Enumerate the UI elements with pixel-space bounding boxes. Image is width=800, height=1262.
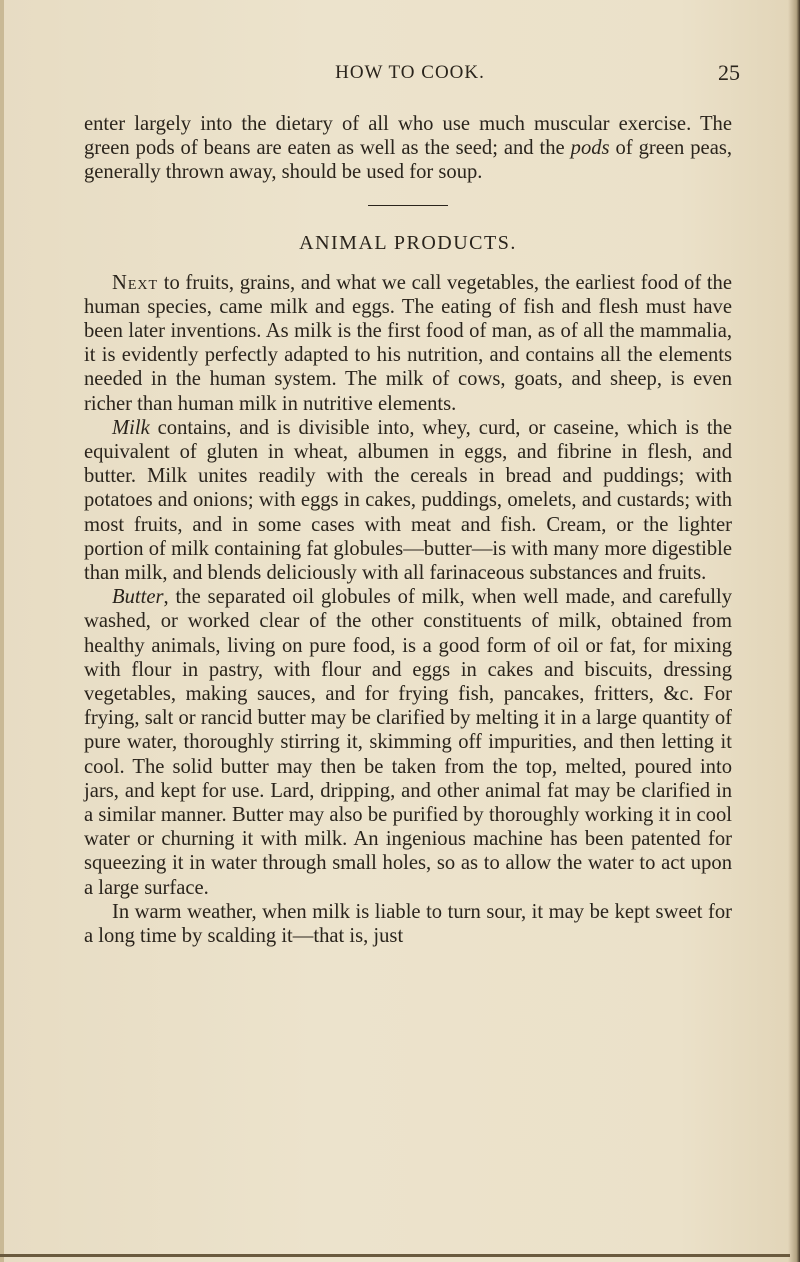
page-bottom-edge [0, 1254, 790, 1257]
section-divider [368, 205, 448, 206]
paragraph-body: In warm weather, when milk is liable to turn sour, it may be kept sweet for a long time by scalding it—that is, just [84, 900, 732, 948]
paragraph-warm-weather [84, 900, 732, 948]
paragraph-body: contains, and is divisible into, whey, curd, or caseine, which is the equivalent of gluten in wheat, albumen in eggs, and fibrine in flesh, and butter. Milk unites readily with the cereals in bread and puddings; with potatoes and onions; with eggs in cakes, puddings, omelets, and custards; with most fruits, and in some cases with meat and fish. Cream, or the lighter portion of milk containing fat globules—butter—is with many more digestible than milk, and blends deliciously with all farinaceous substances and fruits. [84, 416, 732, 585]
intro-text-part1: enter largely into the dietary of all who use much muscular exercise. The green pods of beans are eaten as well as the seed; and the [84, 113, 732, 160]
page-header [80, 60, 740, 90]
page-number: 25 [718, 60, 740, 85]
intro-paragraph [84, 112, 732, 185]
paragraph-butter [84, 585, 732, 900]
paragraph-lead-word: Next [112, 271, 159, 294]
intro-text-part2: of green peas, generally thrown away, should be used for soup. [84, 137, 732, 184]
paragraph-body: , the separated oil globules of milk, when well made, and carefully washed, or worked clear of the other constituents of milk, obtained from healthy animals, living on pure food, is a good form of oil or fat, for mixing with flour in pastry, with flour and eggs in cakes and biscuits, dressing vegetables, making sauces, and for frying fish, pancakes, fritters, &c. For frying, salt or rancid butter may be clarified by melting it in a large quantity of pure water, thoroughly stirring it, skimming off impurities, and then letting it cool. The solid butter may then be taken from the top, melted, poured into jars, and kept for use. Lard, dripping, and other animal fat may be clarified in a similar manner. Butter may also be purified by thoroughly working it in cool water or churning it with milk. An ingenious machine has been patented for squeezing it in water through small holes, so as to allow the water to act upon a large surface. [84, 586, 732, 899]
running-head: HOW TO COOK. [335, 62, 485, 83]
body-text [84, 112, 732, 948]
paragraph-milk [84, 416, 732, 585]
paragraph-term-butter: Butter [112, 586, 164, 609]
paragraph-animal-products [84, 271, 732, 416]
page-gutter-shadow [788, 0, 800, 1262]
page-left-edge [0, 0, 4, 1262]
intro-emphasis-pods: pods [570, 137, 610, 160]
paragraph-body: to fruits, grains, and what we call vegetables, the earliest food of the human species, came milk and eggs. The eating of fish and flesh must have been later inventions. As milk is the first food of man, as of all the mammalia, it is evidently perfectly adapted to his nutrition, and contains all the elements needed in the human system. The milk of cows, goats, and sheep, is even richer than human milk in nutritive elements. [84, 271, 732, 415]
section-title: ANIMAL PRODUCTS. [299, 231, 517, 254]
paragraph-term-milk: Milk [112, 416, 150, 439]
